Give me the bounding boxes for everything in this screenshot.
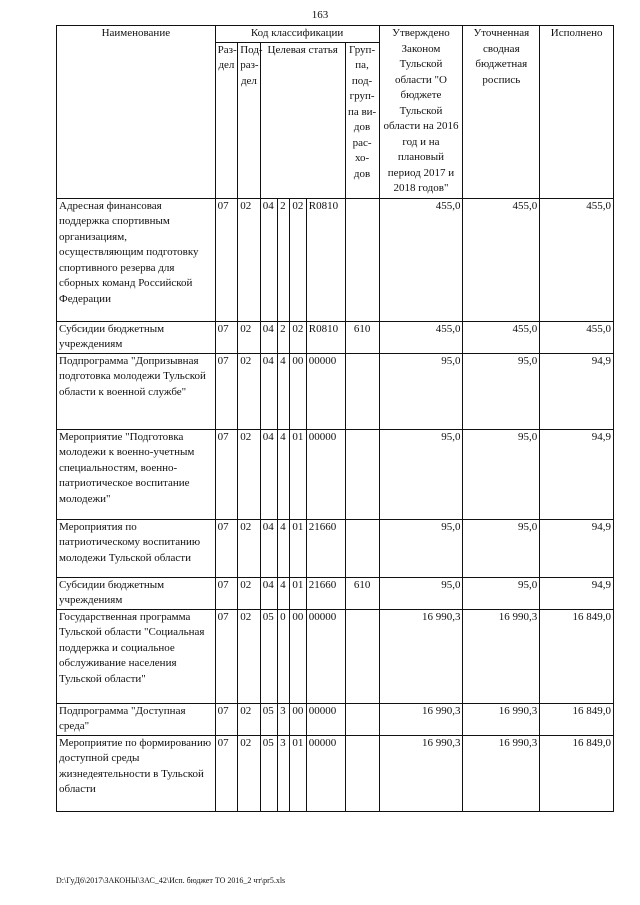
row-refined: 16 990,3	[463, 735, 540, 811]
row-refined: 95,0	[463, 429, 540, 519]
row-executed: 455,0	[540, 198, 614, 321]
row-executed: 455,0	[540, 321, 614, 353]
row-name: Государственная программа Тульской области "Социальная поддержка и социальное обслуживание населения Тульской области"	[57, 609, 216, 703]
row-executed: 16 849,0	[540, 609, 614, 703]
row-refined: 455,0	[463, 321, 540, 353]
row-target-direction: 21660	[306, 577, 345, 609]
row-refined: 95,0	[463, 353, 540, 429]
row-target-event: 00	[290, 609, 306, 703]
row-razdel: 07	[215, 735, 238, 811]
row-approved: 16 990,3	[379, 703, 463, 735]
row-razdel: 07	[215, 577, 238, 609]
row-executed: 16 849,0	[540, 703, 614, 735]
row-name: Подпрограмма "Допризывная подготовка молодежи Тульской области к военной службе"	[57, 353, 216, 429]
row-target-program: 05	[260, 703, 277, 735]
row-target-direction: 00000	[306, 429, 345, 519]
page-number: 163	[311, 9, 329, 21]
header-approved: Утверждено Законом Тульской области "О бюджете Тульской области на 2016 год и на плановый период 2017 и 2018 годов"	[379, 26, 463, 199]
row-target-subprogram: 4	[278, 353, 290, 429]
header-code: Код классификации	[215, 26, 379, 43]
file-path-footer: D:\ГуД6\2017\ЗАКОНЫ\ЗАС_42\Исп. бюджет ТО 2016_2 чт\pr5.xls	[56, 876, 286, 885]
header-target: Целевая статья	[260, 42, 345, 198]
row-razdel: 07	[215, 703, 238, 735]
row-target-program: 04	[260, 429, 277, 519]
table-row	[57, 321, 614, 353]
row-razdel: 07	[215, 519, 238, 577]
row-group	[345, 198, 379, 321]
row-target-subprogram: 4	[278, 577, 290, 609]
row-target-event: 01	[290, 519, 306, 577]
row-podrazdel: 02	[238, 429, 261, 519]
row-podrazdel: 02	[238, 609, 261, 703]
row-approved: 16 990,3	[379, 735, 463, 811]
row-target-program: 04	[260, 321, 277, 353]
header-razdel: Раз-дел	[215, 42, 238, 198]
row-group	[345, 703, 379, 735]
row-target-event: 00	[290, 353, 306, 429]
row-target-program: 05	[260, 735, 277, 811]
row-refined: 95,0	[463, 519, 540, 577]
row-refined: 95,0	[463, 577, 540, 609]
table-row	[57, 353, 614, 429]
row-name: Мероприятия по патриотическому воспитанию молодежи Тульской области	[57, 519, 216, 577]
row-podrazdel: 02	[238, 735, 261, 811]
row-target-program: 04	[260, 198, 277, 321]
row-razdel: 07	[215, 429, 238, 519]
row-razdel: 07	[215, 198, 238, 321]
row-executed: 94,9	[540, 353, 614, 429]
row-executed: 94,9	[540, 519, 614, 577]
row-approved: 95,0	[379, 519, 463, 577]
row-executed: 94,9	[540, 577, 614, 609]
header-name: Наименование	[57, 26, 216, 199]
row-target-subprogram: 4	[278, 429, 290, 519]
row-group: 610	[345, 577, 379, 609]
row-approved: 455,0	[379, 198, 463, 321]
table-row	[57, 609, 614, 703]
row-approved: 95,0	[379, 429, 463, 519]
row-target-direction: R0810	[306, 321, 345, 353]
row-target-subprogram: 4	[278, 519, 290, 577]
row-podrazdel: 02	[238, 198, 261, 321]
table-row	[57, 519, 614, 577]
row-target-subprogram: 3	[278, 703, 290, 735]
header-podrazdel: Под-раз-дел	[238, 42, 261, 198]
row-approved: 95,0	[379, 577, 463, 609]
row-target-event: 02	[290, 198, 306, 321]
table-row	[57, 429, 614, 519]
row-group	[345, 609, 379, 703]
row-target-subprogram: 2	[278, 321, 290, 353]
row-podrazdel: 02	[238, 321, 261, 353]
header-executed: Исполнено	[540, 26, 614, 199]
row-approved: 16 990,3	[379, 609, 463, 703]
row-name: Субсидии бюджетным учреждениям	[57, 577, 216, 609]
row-target-subprogram: 0	[278, 609, 290, 703]
table-row	[57, 735, 614, 811]
row-target-program: 04	[260, 519, 277, 577]
row-name: Мероприятие "Подготовка молодежи к военно-учетным специальностям, военно-патриотическое воспитание молодежи"	[57, 429, 216, 519]
row-podrazdel: 02	[238, 353, 261, 429]
table-row	[57, 577, 614, 609]
row-target-event: 01	[290, 735, 306, 811]
row-refined: 16 990,3	[463, 609, 540, 703]
row-target-direction: 00000	[306, 735, 345, 811]
row-target-program: 05	[260, 609, 277, 703]
row-approved: 95,0	[379, 353, 463, 429]
row-target-direction: R0810	[306, 198, 345, 321]
row-target-direction: 00000	[306, 353, 345, 429]
row-refined: 455,0	[463, 198, 540, 321]
row-target-direction: 00000	[306, 703, 345, 735]
row-target-event: 01	[290, 429, 306, 519]
row-name: Мероприятие по формированию доступной среды жизнедеятельности в Тульской области	[57, 735, 216, 811]
row-target-subprogram: 3	[278, 735, 290, 811]
row-target-event: 01	[290, 577, 306, 609]
header-refined: Уточненная сводная бюджетная роспись	[463, 26, 540, 199]
row-target-direction: 21660	[306, 519, 345, 577]
row-podrazdel: 02	[238, 577, 261, 609]
budget-table	[56, 25, 614, 812]
row-group	[345, 519, 379, 577]
row-group	[345, 429, 379, 519]
table-row	[57, 703, 614, 735]
row-podrazdel: 02	[238, 519, 261, 577]
row-group: 610	[345, 321, 379, 353]
row-razdel: 07	[215, 609, 238, 703]
row-target-event: 00	[290, 703, 306, 735]
row-name: Адресная финансовая поддержка спортивным организациям, осуществляющим подготовку спортивного резерва для сборных команд Российской Федерации	[57, 198, 216, 321]
row-razdel: 07	[215, 353, 238, 429]
row-executed: 94,9	[540, 429, 614, 519]
row-group	[345, 735, 379, 811]
row-target-program: 04	[260, 577, 277, 609]
table-row	[57, 198, 614, 321]
row-name: Субсидии бюджетным учреждениям	[57, 321, 216, 353]
row-target-event: 02	[290, 321, 306, 353]
row-razdel: 07	[215, 321, 238, 353]
row-name: Подпрограмма "Доступная среда"	[57, 703, 216, 735]
row-target-direction: 00000	[306, 609, 345, 703]
row-executed: 16 849,0	[540, 735, 614, 811]
row-target-subprogram: 2	[278, 198, 290, 321]
row-target-program: 04	[260, 353, 277, 429]
row-refined: 16 990,3	[463, 703, 540, 735]
row-approved: 455,0	[379, 321, 463, 353]
header-group: Груп-па, под-груп-па ви-дов рас-хо-дов	[345, 42, 379, 198]
row-podrazdel: 02	[238, 703, 261, 735]
row-group	[345, 353, 379, 429]
